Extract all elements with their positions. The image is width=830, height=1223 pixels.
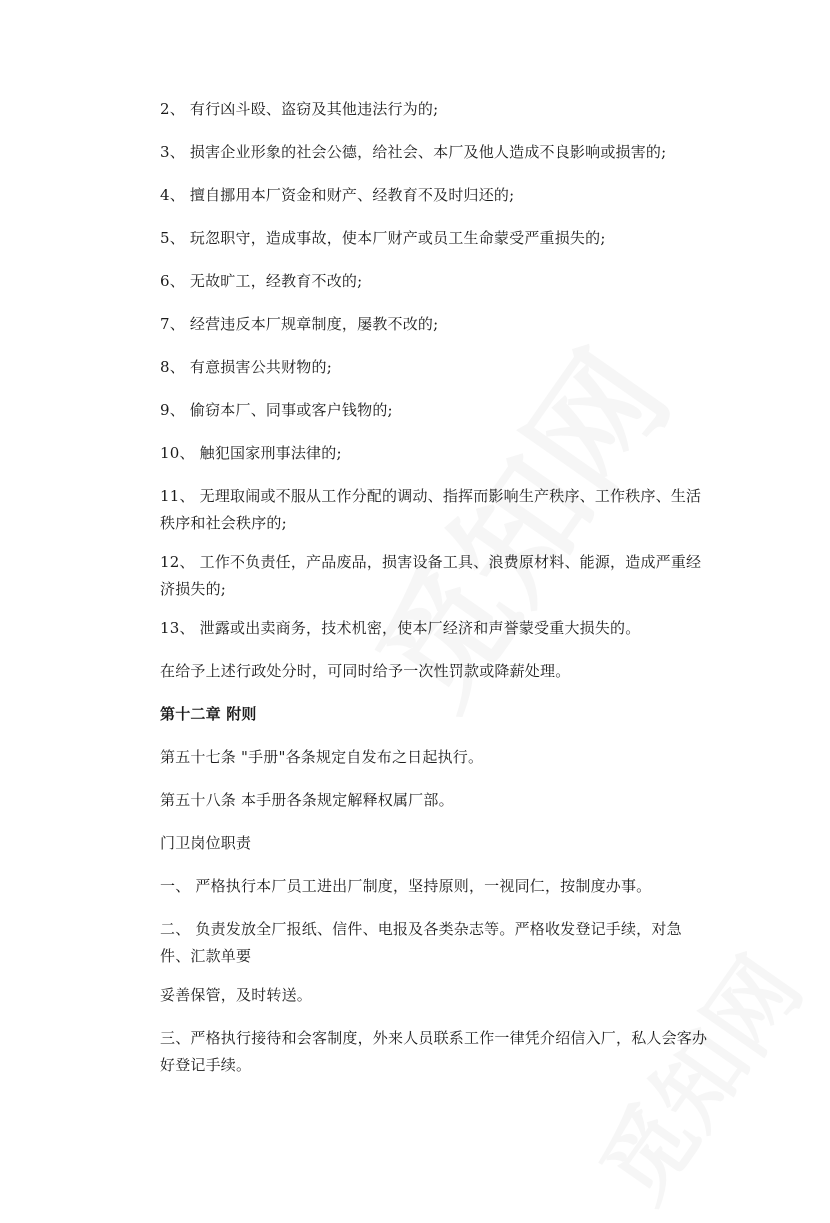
list-item: 5、 玩忽职守，造成事故，使本厂财产或员工生命蒙受严重损失的; [160,229,606,247]
paragraph: 在给予上述行政处分时，可同时给予一次性罚款或降薪处理。 [160,662,571,680]
list-item: 一、 严格执行本厂员工进出厂制度，坚持原则，一视同仁，按制度办事。 [160,877,652,895]
article: 第五十八条 本手册各条规定解释权属厂部。 [160,791,454,809]
paragraph: 妥善保管，及时转送。 [160,986,313,1004]
list-item: 二、 负责发放全厂报纸、信件、电报及各类杂志等。严格收发登记手续，对急件、汇款单要 [160,920,682,965]
list-item: 4、 擅自挪用本厂资金和财产、经教育不及时归还的; [160,186,515,204]
list-item: 2、 有行凶斗殴、盗窃及其他违法行为的; [160,100,439,118]
list-item: 12、 工作不负责任，产品废品，损害设备工具、浪费原材料、能源，造成严重经济损失的; [160,553,702,598]
chapter-heading: 第十二章 附则 [160,705,257,723]
list-item: 6、 无故旷工，经教育不改的; [160,272,363,290]
list-item: 3、 损害企业形象的社会公德，给社会、本厂及他人造成不良影响或损害的; [160,143,667,161]
document-body [160,96,710,1095]
list-item: 13、 泄露或出卖商务，技术机密，使本厂经济和声誉蒙受重大损失的。 [160,619,641,637]
list-item: 9、 偷窃本厂、同事或客户钱物的; [160,401,393,419]
section-title: 门卫岗位职责 [160,834,252,852]
article: 第五十七条 "手册"各条规定自发布之日起执行。 [160,748,484,766]
list-item: 11、 无理取闹或不服从工作分配的调动、指挥而影响生产秩序、工作秩序、生活秩序和社会秩序的; [160,487,702,532]
list-item: 7、 经营违反本厂规章制度，屡教不改的; [160,315,439,333]
list-item: 三、严格执行接待和会客制度，外来人员联系工作一律凭介绍信入厂，私人会客办好登记手续。 [160,1029,708,1074]
list-item: 10、 触犯国家刑事法律的; [160,444,342,462]
list-item: 8、 有意损害公共财物的; [160,358,332,376]
